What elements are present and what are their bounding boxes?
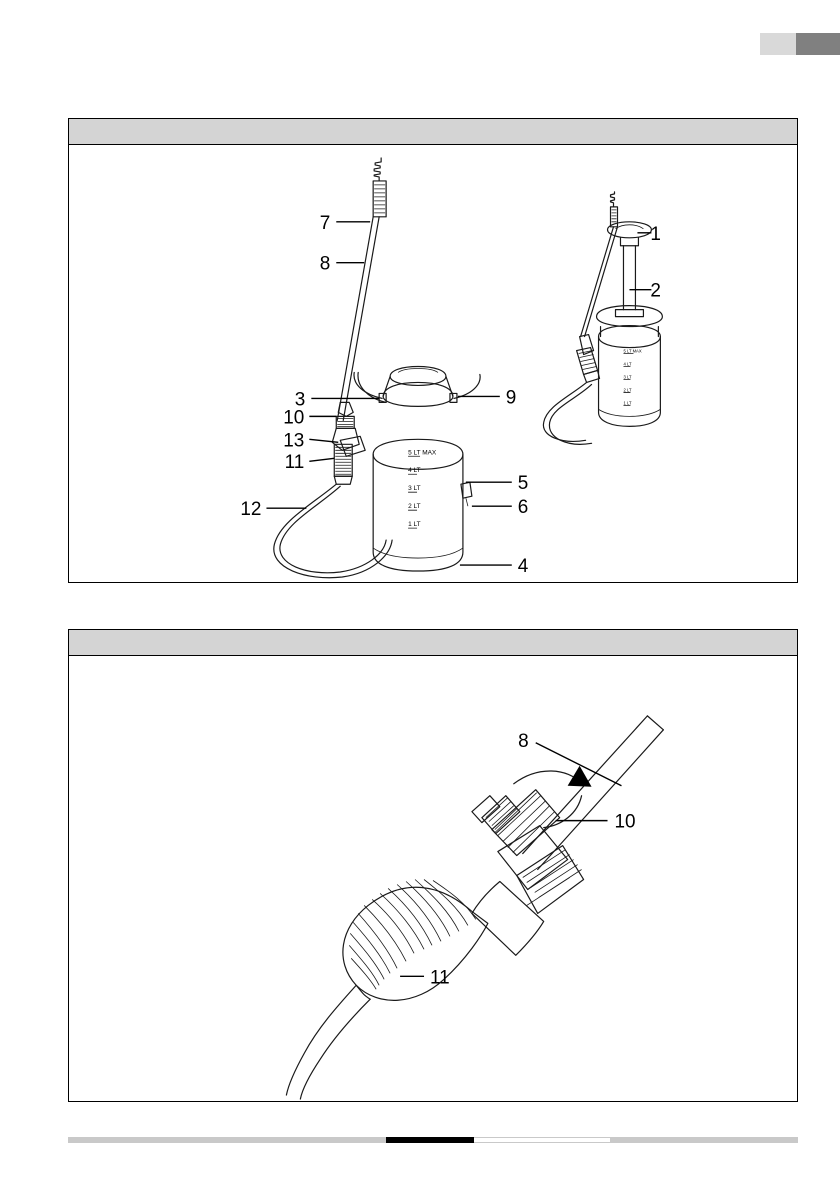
scale-label-1lt: 1 LT — [408, 521, 421, 529]
scale-label-3lt: 3 LT — [408, 485, 421, 493]
footer-segment-grey-left — [68, 1137, 386, 1143]
figure-a-drawing — [69, 145, 797, 582]
callout-10: 10 — [283, 407, 305, 429]
ribbed-grip — [286, 879, 487, 1099]
small-scale-label-3lt: 3 LT — [623, 374, 632, 380]
trigger-handle-assembly — [332, 402, 365, 484]
callout-b-8: 8 — [518, 730, 529, 752]
figure-b-drawing — [69, 656, 797, 1101]
footer-rule — [68, 1137, 798, 1143]
pump-head — [354, 366, 480, 406]
callout-numbers-b — [430, 731, 636, 988]
hose — [274, 484, 392, 578]
callout-numbers-a — [240, 213, 661, 577]
scale-label-4lt: 4 LT — [408, 467, 421, 475]
callout-leaders-b — [400, 743, 621, 976]
rotation-arrow — [514, 766, 592, 828]
small-scale-label-5lt: 5 LT MAX — [623, 348, 642, 354]
scale-label-5lt: 5 LT MAX — [408, 449, 437, 457]
lance-tube-detail — [523, 716, 664, 870]
figure-b-panel — [68, 629, 798, 1102]
callout-5: 5 — [517, 473, 529, 495]
callout-b-10: 10 — [614, 811, 636, 833]
callout-13: 13 — [283, 430, 305, 452]
callout-3: 3 — [294, 389, 306, 411]
footer-segment-white — [474, 1137, 610, 1143]
threaded-nut — [472, 790, 560, 856]
callout-9: 9 — [505, 387, 517, 409]
callout-6: 6 — [517, 497, 529, 519]
callout-7: 7 — [319, 212, 331, 234]
corner-mark-dark — [796, 33, 840, 55]
figure-b-header — [69, 630, 797, 656]
small-scale-label-1lt: 1 LT — [623, 400, 632, 406]
footer-segment-black — [386, 1137, 474, 1143]
lance-assembly — [337, 158, 386, 420]
figure-a-header — [69, 119, 797, 145]
small-sprayer — [543, 192, 662, 444]
tank-scale — [408, 449, 437, 528]
callout-4: 4 — [517, 556, 529, 578]
callout-b-11: 11 — [430, 967, 450, 989]
footer-segment-grey-right — [610, 1137, 798, 1143]
small-scale-label-2lt: 2 LT — [623, 387, 632, 393]
figure-b-body — [69, 656, 797, 1101]
corner-mark-light — [760, 33, 796, 55]
callout-12: 12 — [240, 499, 262, 521]
callout-11: 11 — [284, 452, 305, 474]
callout-2: 2 — [650, 280, 661, 302]
callout-1: 1 — [650, 223, 661, 245]
figure-a-body — [69, 145, 797, 582]
small-scale-label-4lt: 4 LT — [623, 361, 632, 367]
callout-8: 8 — [319, 253, 331, 275]
figure-a-panel — [68, 118, 798, 583]
scale-label-2lt: 2 LT — [408, 503, 421, 511]
